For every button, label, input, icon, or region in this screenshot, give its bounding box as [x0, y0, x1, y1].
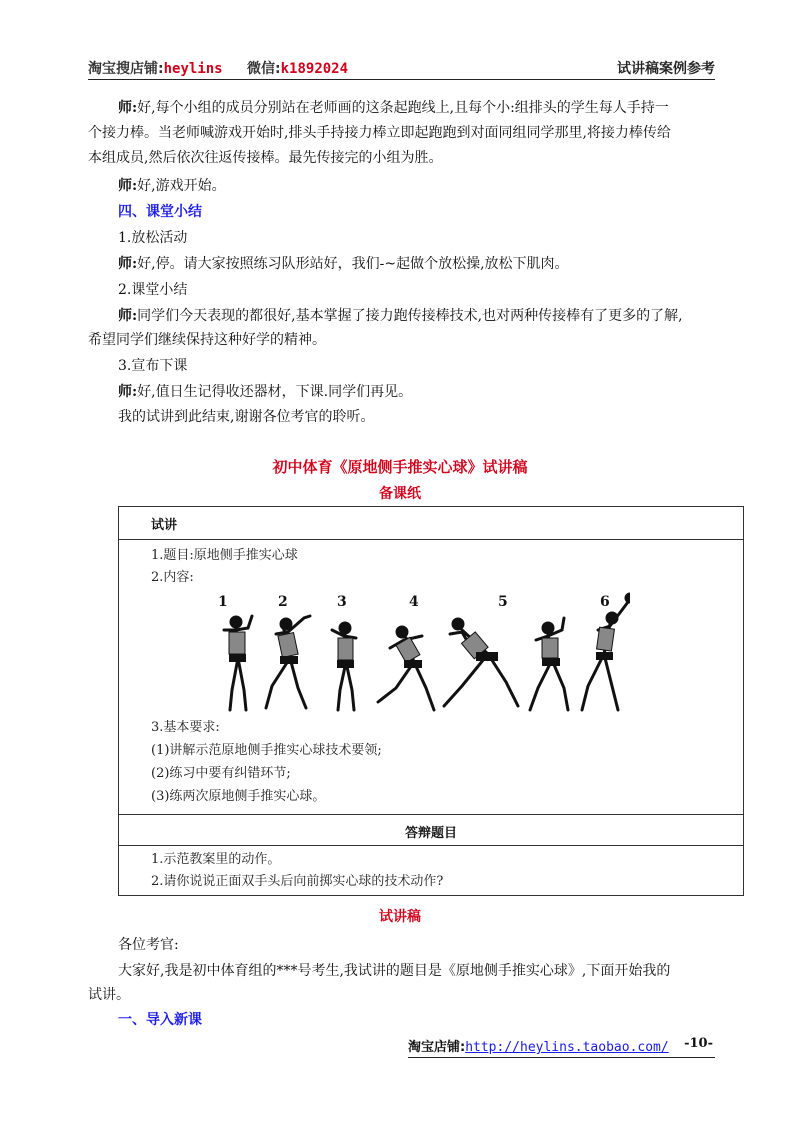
paragraph-3	[118, 252, 569, 276]
paragraph-4-line-2: 希望同学们继续保持这种好学的精神。	[88, 332, 326, 348]
page-footer	[408, 1036, 715, 1058]
requirement-2: (2)练习中要有纠错环节;	[151, 766, 291, 781]
wechat-id: k1892024	[280, 61, 349, 77]
paragraph-text: 好,游戏开始。	[137, 178, 226, 194]
shot-put-sequence-figure	[200, 590, 630, 720]
closing-line: 我的试讲到此结束,谢谢各位考官的聆听。	[118, 409, 375, 425]
intro-line-1: 大家好,我是初中体育组的***号考生,我试讲的题目是《原地侧手推实心球》,下面开始我的	[118, 963, 671, 979]
footer-shop-link[interactable]: http://heylins.taobao.com/	[465, 1040, 669, 1055]
paragraph-1-line-1	[118, 96, 669, 120]
speaker-label: 师:	[118, 100, 138, 116]
section-1-heading: 一、导入新课	[118, 1012, 202, 1028]
athlete-figure-2	[266, 616, 310, 708]
athlete-figure-3	[332, 623, 356, 710]
requirements-label: 3.基本要求:	[151, 720, 220, 735]
figure-number-1: 1	[218, 594, 228, 610]
speaker-label: 师:	[118, 178, 138, 194]
page-number: -10-	[684, 1036, 713, 1051]
greeting: 各位考官:	[118, 937, 179, 953]
paragraph-5	[118, 380, 412, 404]
speaker-label: 师:	[118, 384, 138, 400]
shop-name: heylins	[163, 61, 223, 77]
prep-paper-label: 备课纸	[379, 486, 421, 502]
figure-number-6: 6	[600, 594, 610, 610]
item-3: 3.宣布下课	[118, 358, 188, 374]
figure-number-3: 3	[337, 594, 347, 610]
figure-number-4: 4	[409, 594, 419, 610]
wechat-label: 微信:	[247, 61, 281, 77]
lesson-title: 初中体育《原地侧手推实心球》试讲稿	[272, 458, 528, 476]
content-label: 2.内容:	[151, 570, 194, 585]
page-header	[88, 58, 715, 80]
requirement-3: (3)练两次原地侧手推实心球。	[151, 789, 326, 804]
item-2: 2.课堂小结	[118, 282, 188, 298]
paragraph-text: 好,停。请大家按照练习队形站好，我们-~起做个放松操,放松下肌肉。	[137, 256, 569, 272]
script-label: 试讲稿	[379, 909, 421, 925]
footer-label: 淘宝店铺:	[408, 1040, 466, 1055]
requirement-1: (1)讲解示范原地侧手推实心球技术要领;	[151, 743, 382, 758]
figure-number-2: 2	[278, 594, 288, 610]
topic-line: 1.题目:原地侧手推实心球	[151, 548, 298, 563]
speaker-label: 师:	[118, 308, 138, 324]
paragraph-1-line-2: 个接力棒。当老师喊游戏开始时,排头手持接力棒立即起跑跑到对面同组同学那里,将接力棒传给	[88, 125, 671, 141]
paragraph-text: 好,值日生记得收还器材，下课.同学们再见。	[137, 384, 413, 400]
qa-question-2: 2.请你说说正面双手头后向前掷实心球的技术动作?	[151, 874, 444, 889]
athlete-figure-6a	[530, 618, 568, 710]
speaker-label: 师:	[118, 256, 138, 272]
paragraph-4-line-1	[118, 304, 683, 328]
figure-number-5: 5	[498, 594, 508, 610]
header-left	[88, 58, 348, 78]
box-header-row	[119, 507, 743, 540]
qa-label: 答辩题目	[404, 826, 457, 841]
paragraph-text: 同学们今天表现的都很好,基本掌握了接力跑传接棒技术,也对两种传接棒有了更多的了解,	[137, 308, 683, 324]
header-right-title: 试讲稿案例参考	[617, 61, 715, 77]
athlete-figure-6b	[582, 594, 630, 710]
paragraph-1-line-3: 本组成员,然后依次往返传接棒。最先传接完的小组为胜。	[88, 150, 443, 166]
athlete-figure-5	[444, 619, 518, 706]
intro-line-2: 试讲。	[88, 987, 130, 1003]
athlete-figure-1	[224, 616, 252, 710]
trial-lecture-label: 试讲	[151, 518, 178, 533]
shop-label: 淘宝搜店铺:	[88, 61, 164, 77]
paragraph-2	[118, 174, 226, 198]
section-4-heading: 四、课堂小结	[118, 204, 202, 220]
athlete-figure-4	[378, 627, 434, 710]
paragraph-text: 好,每个小组的成员分别站在老师画的这条起跑线上,且每个小:组排头的学生每人手持一	[137, 100, 669, 116]
qa-question-1: 1.示范教案里的动作。	[151, 852, 281, 867]
item-1: 1.放松活动	[118, 230, 188, 246]
qa-header-row	[119, 814, 743, 846]
